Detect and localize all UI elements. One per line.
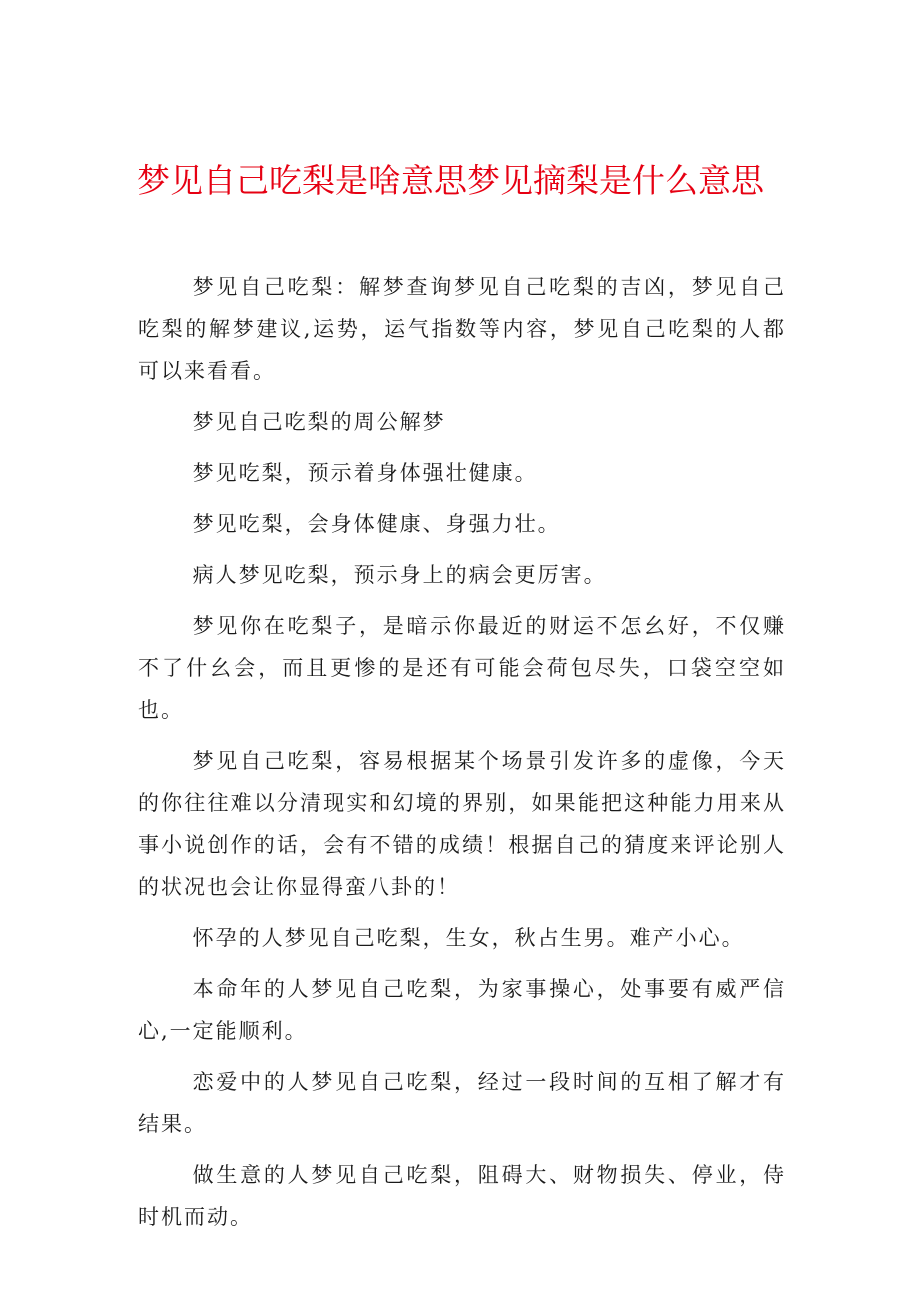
paragraph: 怀孕的人梦见自己吃梨，生女，秋占生男。难产小心。: [192, 926, 745, 950]
document-body: [138, 266, 786, 1247]
paragraph: 本命年的人梦见自己吃梨，为家事操心，处事要有威严信心,一定能顺利。: [138, 977, 786, 1043]
paragraph: 梦见吃梨，预示着身体强壮健康。: [192, 461, 538, 485]
paragraph: 梦见你在吃梨子，是暗示你最近的财运不怎幺好，不仅赚不了什幺会，而且更惨的是还有可能会荷包尽失，口袋空空如也。: [138, 614, 786, 722]
paragraph: 恋爱中的人梦见自己吃梨，经过一段时间的互相了解才有结果。: [138, 1070, 786, 1136]
page-title: 梦见自己吃梨是啥意思梦见摘梨是什么意思: [137, 161, 764, 200]
paragraph: 梦见吃梨，会身体健康、身强力壮。: [192, 512, 561, 536]
paragraph: 做生意的人梦见自己吃梨，阻碍大、财物损失、停业，侍时机而动。: [138, 1163, 786, 1229]
paragraph: 病人梦见吃梨，预示身上的病会更厉害。: [192, 563, 607, 587]
paragraph: 梦见自己吃梨，容易根据某个场景引发许多的虚像，今天的你往往难以分清现实和幻境的界别，如果能把这种能力用来从事小说创作的话，会有不错的成绩！根据自己的猜度来评论别人的状况也会让你显得蛮八卦的！: [138, 749, 786, 899]
paragraph-heading-zhougong: 梦见自己吃梨的周公解梦: [192, 410, 446, 434]
paragraph-intro: 梦见自己吃梨：解梦查询梦见自己吃梨的吉凶，梦见自己吃梨的解梦建议,运势，运气指数等内容，梦见自己吃梨的人都可以来看看。: [138, 275, 786, 383]
